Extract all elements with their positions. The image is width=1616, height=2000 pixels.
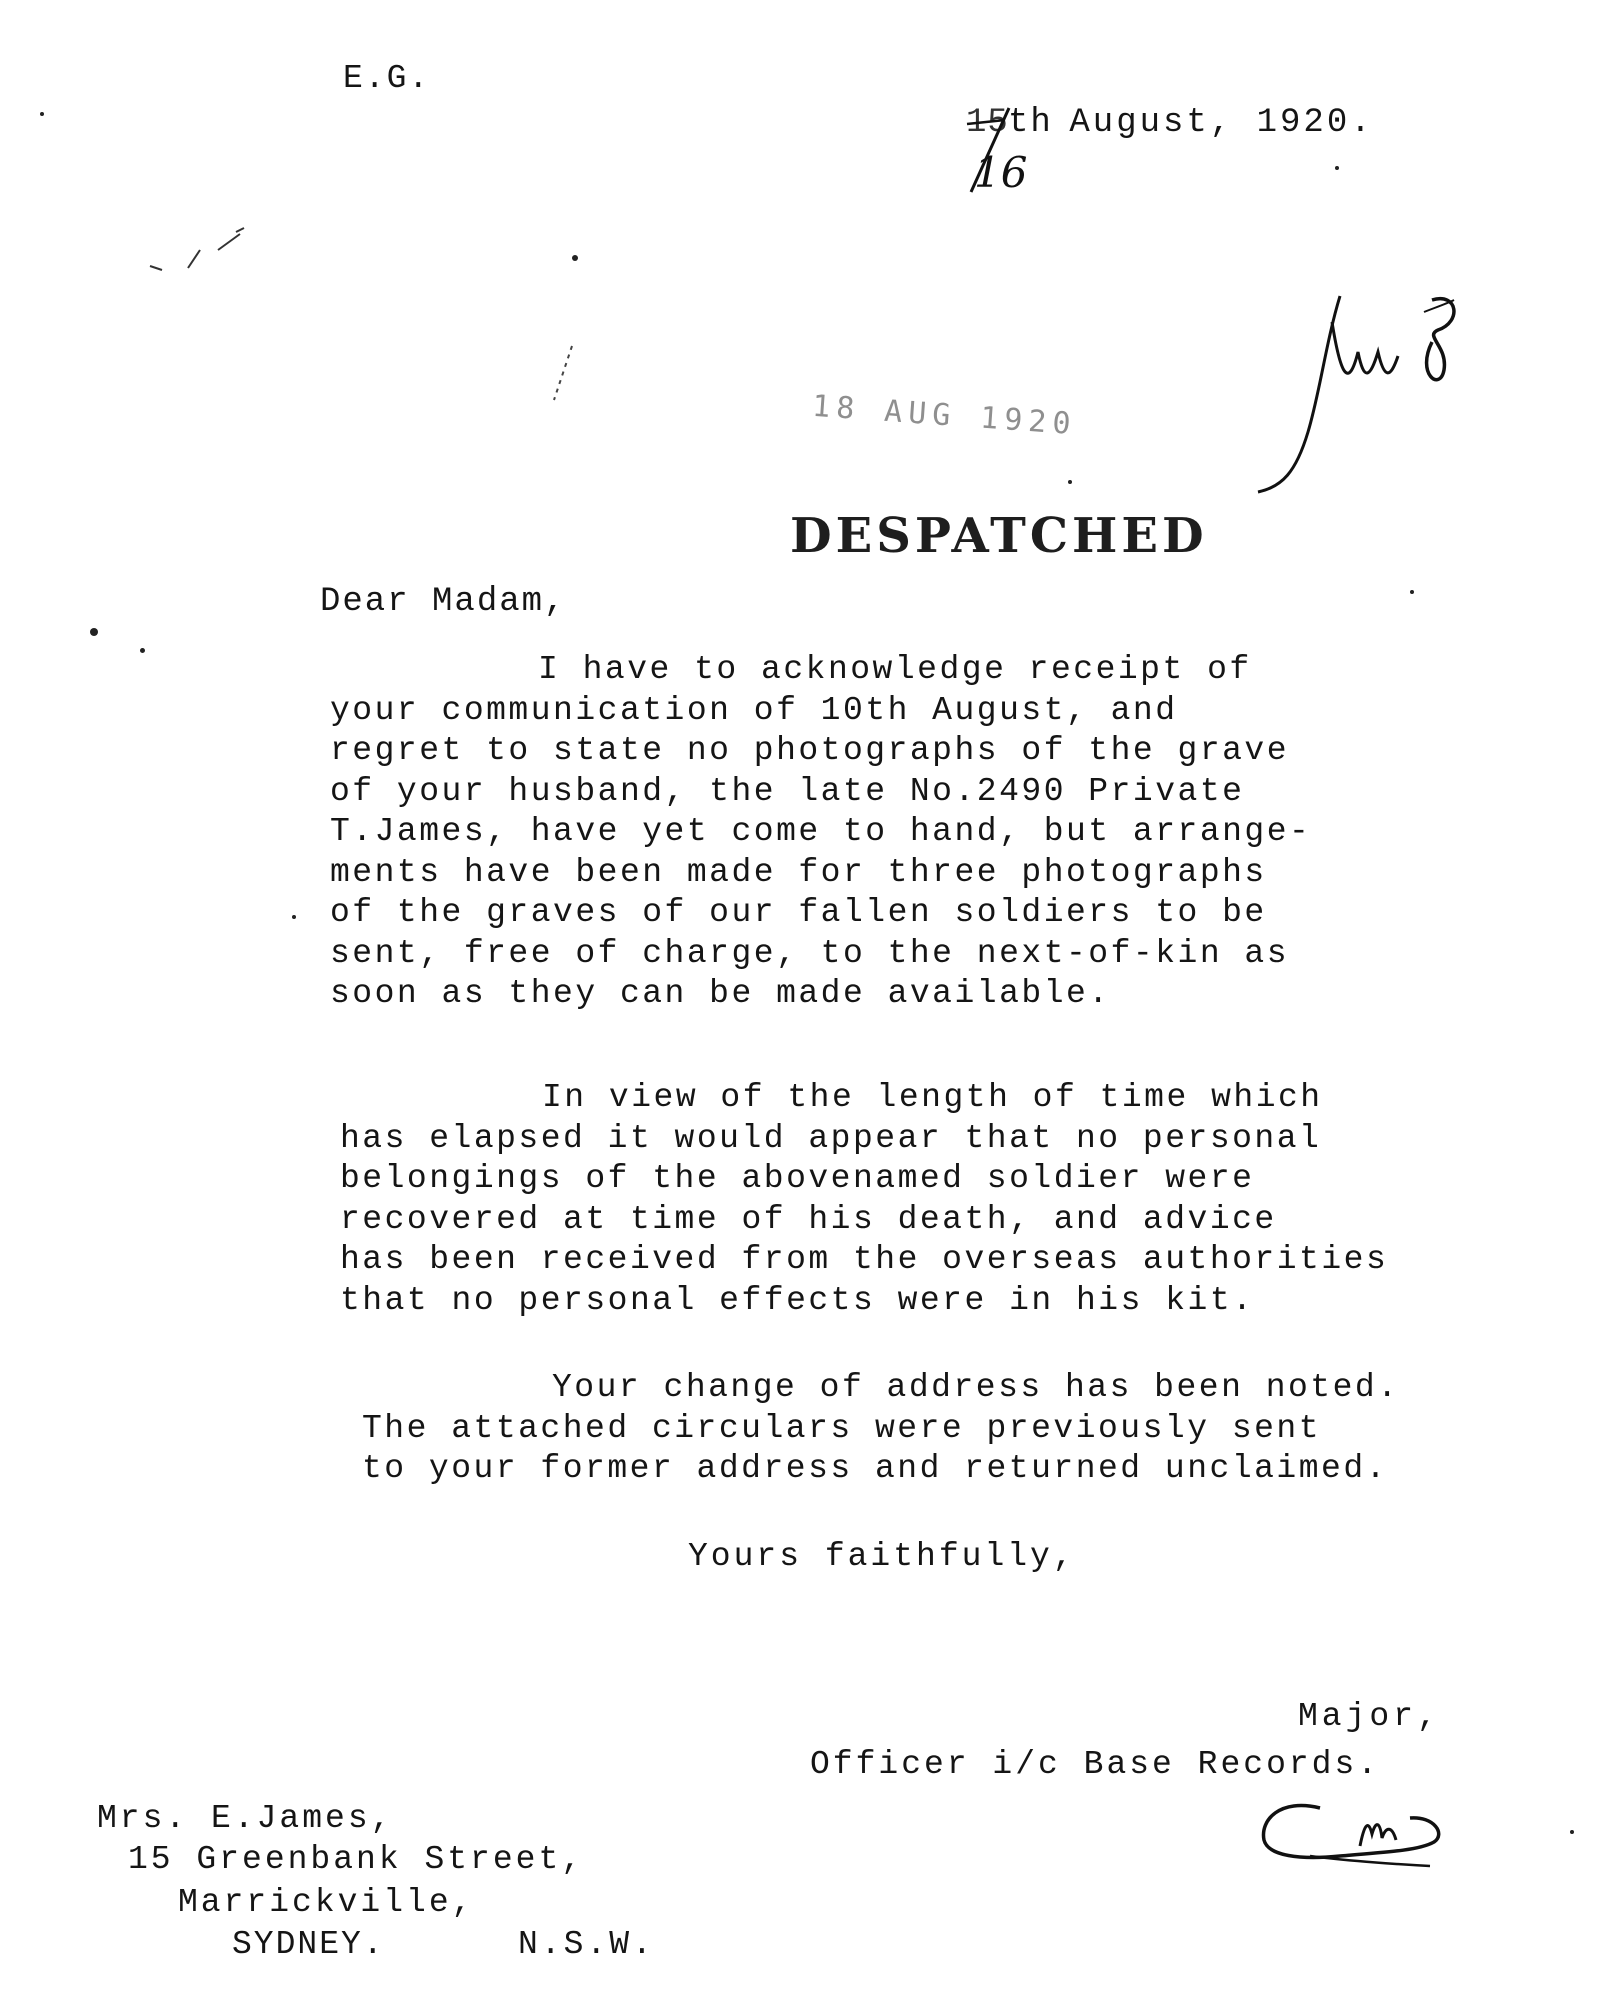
received-date-stamp: 18 AUG 1920 <box>811 388 1078 443</box>
paragraph-3-line: to your former address and returned unclaimed. <box>362 1450 1388 1487</box>
salutation: Dear Madam, <box>320 583 567 621</box>
addressee-state: N.S.W. <box>518 1926 655 1963</box>
paragraph-2-line: recovered at time of his death, and advice <box>340 1200 1277 1238</box>
paragraph-2 <box>340 1078 1388 1321</box>
speck <box>292 915 296 919</box>
paragraph-1-line: I have to acknowledge receipt of <box>538 651 1252 688</box>
handwritten-initials-mark <box>1248 282 1478 502</box>
paragraph-2-line: In view of the length of time which <box>542 1079 1323 1116</box>
paragraph-2-line: has elapsed it would appear that no personal <box>340 1119 1322 1157</box>
speck <box>40 112 44 116</box>
addressee-suburb: Marrickville, <box>178 1884 475 1921</box>
paragraph-1-line: of the graves of our fallen soldiers to be <box>330 894 1267 931</box>
struck-day: 15 <box>966 104 1009 142</box>
paragraph-3-line: The attached circulars were previously sent <box>362 1409 1322 1447</box>
date-strike-mark <box>965 100 1028 200</box>
speck <box>1335 166 1339 170</box>
date-rest: August, 1920. <box>1046 104 1374 142</box>
signature-mark <box>1250 1790 1460 1890</box>
paragraph-1-line: of your husband, the late No.2490 Private <box>330 772 1245 810</box>
paragraph-3 <box>362 1368 1400 1490</box>
despatched-stamp: DESPATCHED <box>790 508 1208 564</box>
speck <box>140 648 145 653</box>
speck <box>90 628 98 636</box>
paragraph-2-line: belongings of the abovenamed soldier were <box>340 1160 1255 1197</box>
paragraph-1-line: soon as they can be made available. <box>330 975 1111 1012</box>
speck <box>572 255 578 261</box>
speck <box>1410 590 1414 594</box>
paragraph-1-line: T.James, have yet come to hand, but arrange- <box>330 813 1312 850</box>
signatory-title: Officer i/c Base Records. <box>810 1746 1381 1783</box>
paragraph-1 <box>330 650 1311 1015</box>
signatory-rank: Major, <box>1298 1698 1441 1735</box>
stray-dash-mark <box>548 340 578 410</box>
addressee-name: Mrs. E.James, <box>97 1800 394 1837</box>
closing: Yours faithfully, <box>688 1538 1076 1575</box>
paragraph-3-line: Your change of address has been noted. <box>552 1369 1400 1406</box>
date-suffix: th <box>1008 104 1053 142</box>
reference-code: E.G. <box>343 60 431 97</box>
corrected-day: 16 <box>974 148 1028 197</box>
handwritten-initials: Gen 8 <box>1248 282 1252 283</box>
addressee-city: SYDNEY. <box>232 1926 385 1963</box>
paragraph-1-line: your communication of 10th August, and <box>330 691 1178 729</box>
paragraph-2-line: that no personal effects were in his kit. <box>340 1281 1255 1319</box>
paragraph-1-line: sent, free of charge, to the next-of-kin as <box>330 934 1290 972</box>
paragraph-1-line: ments have been made for three photographs <box>330 853 1267 891</box>
addressee-street: 15 Greenbank Street, <box>128 1841 585 1878</box>
speck <box>1068 480 1072 484</box>
paragraph-2-line: has been received from the overseas authorities <box>340 1241 1389 1278</box>
stray-pencil-mark <box>140 210 260 280</box>
speck <box>1570 1830 1574 1834</box>
paragraph-1-line: regret to state no photographs of the grave <box>330 732 1290 769</box>
